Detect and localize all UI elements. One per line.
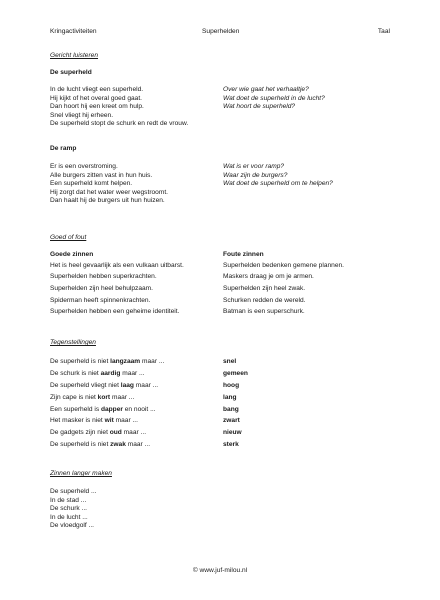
opposite-word: oud <box>109 429 122 437</box>
opposite-suffix: maar ... <box>121 429 147 437</box>
opposite-prefix: De schurk is niet <box>50 369 101 377</box>
opposite-prefix: Een superheld is <box>50 405 101 413</box>
opposite-answer: snel <box>223 358 237 365</box>
section-zinnen-langer-maken <box>50 470 390 479</box>
wrong-sentence: Superhelden bedenken gemene plannen. <box>223 261 344 269</box>
question: Over wie gaat het verhaaltje? <box>223 86 309 93</box>
story-line: De superheld stopt de schurk en redt de vrouw. <box>50 120 189 128</box>
opposite-answer: zwart <box>223 417 240 425</box>
story-1-text <box>50 86 223 129</box>
wrong-sentence: Superhelden zijn heel zwak. <box>223 284 306 292</box>
opposite-answer: nieuw <box>223 429 242 437</box>
section-title: Goed of fout <box>50 234 87 241</box>
opposite-answer: gemeen <box>223 369 248 377</box>
opposite-suffix: maar ... <box>140 358 165 365</box>
opposite-word: aardig <box>100 369 121 377</box>
opposite-suffix: maar ... <box>110 393 135 401</box>
opposite-prefix: De superheld is niet <box>50 441 111 449</box>
opposite-answer: hoog <box>223 381 240 389</box>
good-sentence: Spiderman heeft spinnenkrachten. <box>50 296 151 304</box>
opposites-list <box>50 356 390 451</box>
section-title: Tegenstellingen <box>50 339 96 346</box>
opposite-suffix: maar ... <box>120 369 145 377</box>
sentence-starter: In de stad ... <box>50 496 87 504</box>
goed-fout-columns <box>50 251 390 318</box>
wrong-sentences <box>223 251 390 318</box>
opposite-answer: sterk <box>223 441 239 449</box>
story-line: Hij kijkt of het overal goed gaat. <box>50 94 142 102</box>
sentence-starter: In de lucht ... <box>50 513 88 521</box>
header-left: Kringactiviteiten <box>50 28 97 35</box>
story-1-body <box>50 86 390 129</box>
opposite-row <box>50 404 390 416</box>
opposite-prefix: Het masker is niet <box>50 417 105 425</box>
opposite-prefix: De superheld is niet <box>50 358 111 365</box>
story-line: Dan hoort hij een kreet om hulp. <box>50 103 144 111</box>
section-tegenstellingen <box>50 339 390 348</box>
story-line: Dan haalt hij de burgers uit hun huizen. <box>50 197 165 205</box>
wrong-sentence: Batman is een superschurk. <box>223 308 305 316</box>
opposite-suffix: maar ... <box>125 441 151 449</box>
story-1-questions <box>223 86 390 129</box>
page-header <box>50 28 390 38</box>
question: Wat doet de superheld in de lucht? <box>223 94 325 102</box>
opposite-prefix: De gadgets zijn niet <box>50 429 110 437</box>
story-title: De ramp <box>50 145 77 152</box>
story-line: Een superheld komt helpen. <box>50 180 133 188</box>
story-2-questions <box>223 163 390 206</box>
opposite-word: kort <box>97 393 111 401</box>
good-sentence: Het is heel gevaarlijk als een vulkaan uitbarst. <box>50 261 184 269</box>
good-sentence: Superhelden hebben superkrachten. <box>50 273 157 281</box>
opposite-suffix: maar ... <box>113 417 138 425</box>
header-right: Taal <box>377 28 390 35</box>
section-gericht-luisteren <box>50 52 390 61</box>
question: Wat is er voor ramp? <box>223 163 285 170</box>
story-2-text <box>50 163 223 206</box>
story-title: De superheld <box>50 69 92 76</box>
opposite-row <box>50 415 390 427</box>
story-2-body <box>50 163 390 206</box>
opposite-prefix: De superheld vliegt niet <box>50 381 121 389</box>
sentence-starters <box>50 488 390 531</box>
good-sentences <box>50 251 223 318</box>
opposite-row <box>50 392 390 404</box>
wrong-header: Foute zinnen <box>223 251 264 258</box>
good-sentence: Superhelden zijn heel behulpzaam. <box>50 284 154 292</box>
opposite-word: zwak <box>110 441 126 449</box>
story-line: In de lucht vliegt een superheld. <box>50 86 144 93</box>
opposite-row <box>50 427 390 439</box>
question: Wat hoort de superheld? <box>223 103 296 111</box>
section-title: Zinnen langer maken <box>50 470 112 477</box>
opposite-word: langzaam <box>110 358 141 365</box>
question: Waar zijn de burgers? <box>223 171 288 179</box>
story-de-superheld <box>50 69 390 78</box>
opposite-answer: lang <box>223 393 237 401</box>
wrong-sentence: Schurken redden de wereld. <box>223 296 306 304</box>
opposite-suffix: en nooit ... <box>122 405 156 413</box>
page-footer: © www.juf-milou.nl <box>192 567 248 574</box>
sentence-starter: De schurk ... <box>50 505 88 513</box>
opposite-prefix: Zijn cape is niet <box>50 393 98 401</box>
story-line: Er is een overstroming. <box>50 163 118 170</box>
wrong-sentence: Maskers draag je om je armen. <box>223 273 314 281</box>
story-line: Alle burgers zitten vast in hun huis. <box>50 171 153 179</box>
opposite-word: laag <box>120 381 134 389</box>
header-center: Superhelden <box>202 28 240 35</box>
good-header: Goede zinnen <box>50 251 94 258</box>
section-goed-of-fout <box>50 234 390 243</box>
story-line: Hij zorgt dat het water weer wegstroomt. <box>50 188 169 196</box>
opposite-row <box>50 368 390 380</box>
opposite-word: wit <box>104 417 114 425</box>
sentence-starter: De superheld ... <box>50 488 97 495</box>
story-line: Snel vliegt hij erheen. <box>50 111 114 119</box>
worksheet-page <box>50 0 390 600</box>
question: Wat doet de superheld om te helpen? <box>223 180 333 188</box>
story-de-ramp <box>50 145 390 154</box>
opposite-row <box>50 356 390 368</box>
opposite-word: dapper <box>100 405 123 413</box>
opposite-answer: bang <box>223 405 239 413</box>
opposite-row <box>50 380 390 392</box>
section-title: Gericht luisteren <box>50 52 99 59</box>
good-sentence: Superhelden hebben een geheime identiteit. <box>50 308 180 316</box>
opposite-row <box>50 439 390 451</box>
opposite-suffix: maar ... <box>133 381 159 389</box>
sentence-starter: De vloedgolf ... <box>50 522 94 530</box>
